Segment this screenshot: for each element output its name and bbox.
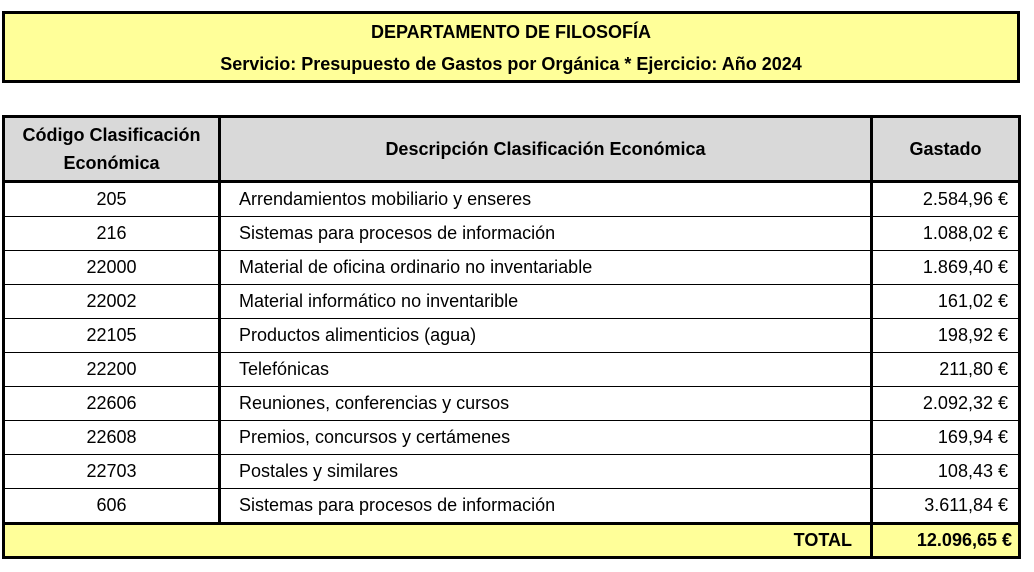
row-code: 205 — [4, 182, 220, 217]
total-value: 12.096,65 € — [872, 524, 1020, 558]
row-amount: 2.092,32 € — [872, 387, 1020, 421]
row-description: Material informático no inventarible — [220, 285, 872, 319]
row-amount: 108,43 € — [872, 455, 1020, 489]
table-row — [4, 182, 1020, 217]
row-amount: 2.584,96 € — [872, 182, 1020, 217]
row-code: 22105 — [4, 319, 220, 353]
row-amount: 3.611,84 € — [872, 489, 1020, 524]
table-row — [4, 285, 1020, 319]
table-row — [4, 421, 1020, 455]
row-amount: 161,02 € — [872, 285, 1020, 319]
row-description: Reuniones, conferencias y cursos — [220, 387, 872, 421]
row-code: 22000 — [4, 251, 220, 285]
column-header-description: Descripción Clasificación Económica — [220, 117, 872, 182]
row-code: 22703 — [4, 455, 220, 489]
table-header-row — [4, 117, 1020, 182]
row-description: Material de oficina ordinario no inventariable — [220, 251, 872, 285]
row-code: 22606 — [4, 387, 220, 421]
row-description: Sistemas para procesos de información — [220, 217, 872, 251]
table-row — [4, 489, 1020, 524]
column-header-code-line1: Código Clasificación — [22, 125, 201, 145]
row-amount: 1.869,40 € — [872, 251, 1020, 285]
table-row — [4, 217, 1020, 251]
row-description: Telefónicas — [220, 353, 872, 387]
table-row — [4, 319, 1020, 353]
column-header-spent: Gastado — [872, 117, 1020, 182]
row-code: 22608 — [4, 421, 220, 455]
row-code: 22200 — [4, 353, 220, 387]
total-row — [4, 524, 1020, 558]
service-subtitle: Servicio: Presupuesto de Gastos por Orgánica * Ejercicio: Año 2024 — [220, 54, 802, 74]
row-amount: 198,92 € — [872, 319, 1020, 353]
column-header-code-line2: Económica — [63, 153, 160, 173]
table-row — [4, 455, 1020, 489]
budget-table — [2, 115, 1021, 559]
column-header-code — [4, 117, 220, 182]
table-row — [4, 353, 1020, 387]
department-title: DEPARTAMENTO DE FILOSOFÍA — [370, 22, 651, 42]
row-description: Productos alimenticios (agua) — [220, 319, 872, 353]
row-description: Premios, concursos y certámenes — [220, 421, 872, 455]
document-header — [2, 11, 1020, 83]
row-code: 22002 — [4, 285, 220, 319]
total-label: TOTAL — [4, 524, 872, 558]
row-description: Postales y similares — [220, 455, 872, 489]
row-code: 606 — [4, 489, 220, 524]
table-row — [4, 387, 1020, 421]
row-amount: 211,80 € — [872, 353, 1020, 387]
row-description: Sistemas para procesos de información — [220, 489, 872, 524]
row-amount: 1.088,02 € — [872, 217, 1020, 251]
table-row — [4, 251, 1020, 285]
row-amount: 169,94 € — [872, 421, 1020, 455]
row-description: Arrendamientos mobiliario y enseres — [220, 182, 872, 217]
row-code: 216 — [4, 217, 220, 251]
